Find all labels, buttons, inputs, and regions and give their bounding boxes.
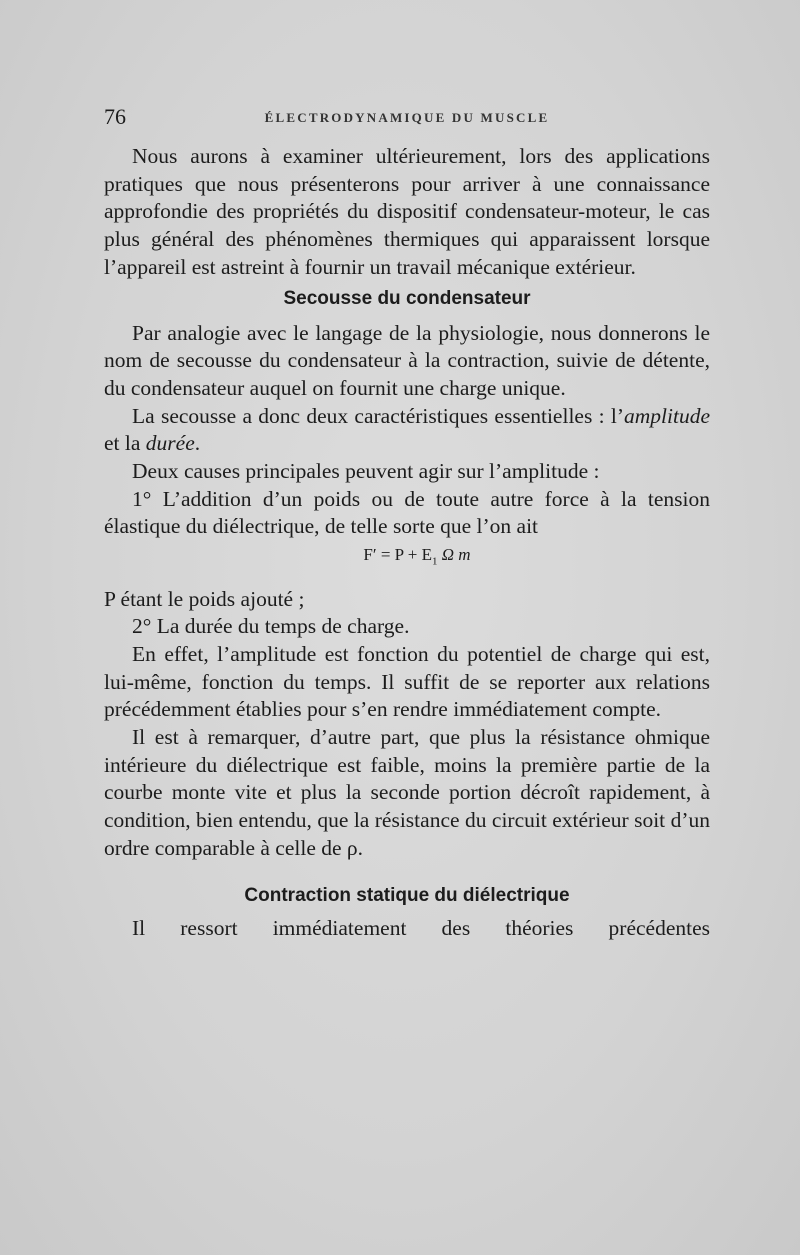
italic-term: amplitude: [624, 403, 710, 428]
formula-right: Ω m: [437, 545, 471, 565]
page-body: [104, 143, 710, 942]
paragraph: [104, 403, 710, 458]
paragraph: Il ressort immédiatement des théories précédentes: [132, 915, 710, 940]
formula: [124, 543, 710, 573]
formula-subscript: 1: [431, 555, 438, 568]
paragraph: Nous aurons à examiner ultérieurement, lors des applications pratiques que nous présenterons pour arriver à une connaissance approfondie des propriétés du dispositif condensateur-moteur, le cas plus général des phénomènes thermiques qui apparaissent lorsque l’appareil est astreint à fournir un travail mécanique extérieur.: [104, 144, 710, 279]
section-heading: Contraction statique du diélectrique: [244, 884, 570, 906]
running-title: ÉLECTRODYNAMIQUE DU MUSCLE: [264, 110, 550, 125]
paragraph: 1° L’addition d’un poids ou de toute autre force à la tension élastique du diélectrique, de telle sorte que l’on ait: [104, 486, 710, 539]
formula-left: F′ = P + E: [363, 545, 432, 565]
text-run: .: [194, 431, 201, 456]
page-header: [104, 104, 710, 130]
paragraph: Deux causes principales peuvent agir sur l’amplitude :: [132, 459, 600, 484]
section-heading: Secousse du condensateur: [283, 287, 531, 309]
paragraph: 2° La durée du temps de charge.: [132, 614, 410, 639]
italic-term: durée: [145, 431, 195, 456]
paragraph: En effet, l’amplitude est fonction du potentiel de charge qui est, lui-même, fonction du temps. Il suffit de se reporter aux relations précédemment établies pour s’en rendre immédiatement compte.: [104, 641, 710, 722]
text-run: et la: [104, 431, 146, 456]
paragraph: P étant le poids ajouté ;: [104, 586, 305, 611]
paragraph: Il est à remarquer, d’autre part, que plus la résistance ohmique intérieure du diélectrique est faible, moins la première partie de la courbe monte vite et plus la seconde portion décroît rapidement, à condition, bien entendu, que la résistance du circuit extérieur soit d’un ordre comparable à celle de ρ.: [104, 725, 710, 860]
paragraph: Par analogie avec le langage de la physiologie, nous donnerons le nom de secousse du condensateur à la contraction, suivie de détente, du condensateur auquel on fournit une charge unique.: [104, 320, 710, 400]
text-run: La secousse a donc deux caractéristiques essentielles : l’: [132, 403, 624, 428]
page-number: 76: [104, 104, 126, 129]
